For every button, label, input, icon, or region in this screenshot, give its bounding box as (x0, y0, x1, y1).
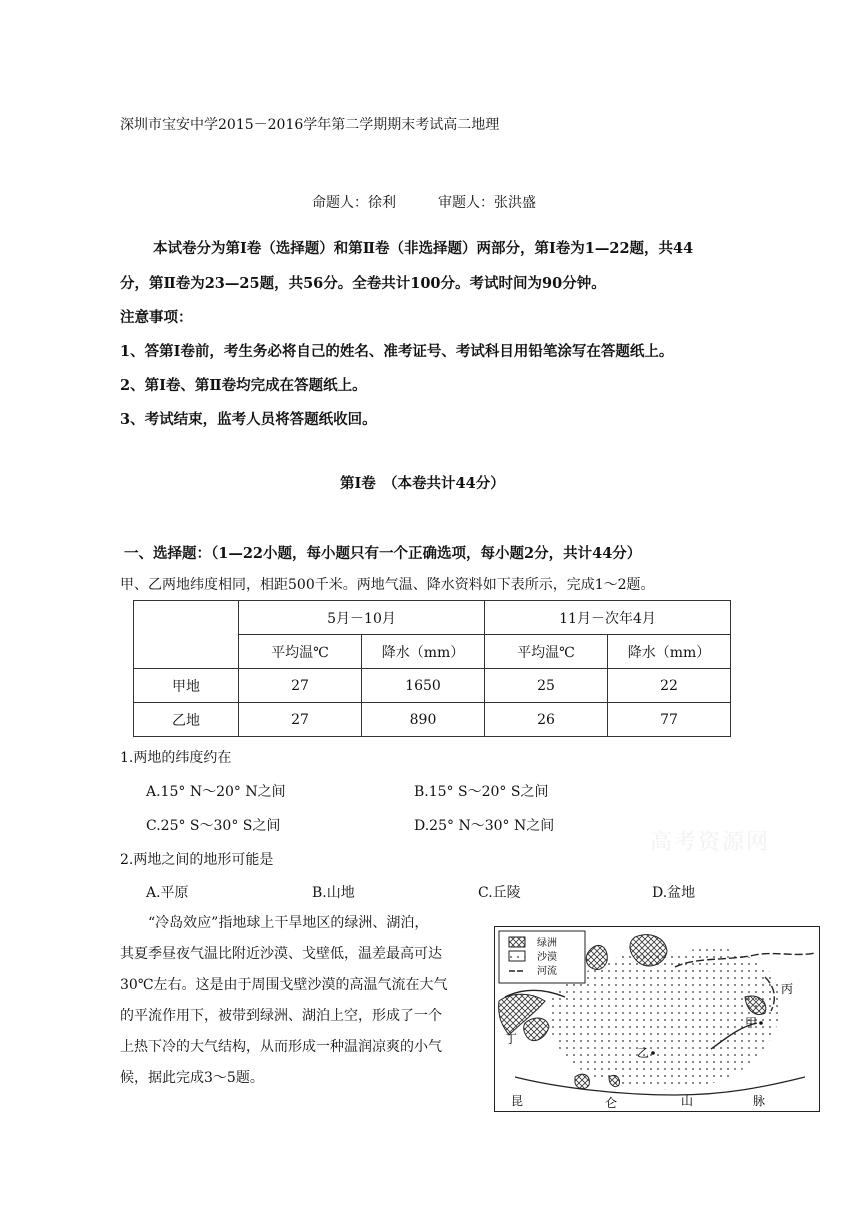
table-period-2: 11月－次年4月 (485, 601, 731, 635)
table-cell: 1650 (362, 669, 485, 703)
place-label: 甲 (745, 1016, 758, 1030)
range-label: 山 (681, 1094, 694, 1108)
table-cell: 22 (608, 669, 731, 703)
part-heading: 一、选择题：（1—22小题，每小题只有一个正确选项，每小题2分，共计44分） (124, 545, 642, 562)
passage-line: 30℃左右。这是由于周围戈壁沙漠的高温气流在大气 (120, 977, 448, 993)
note-2: 2、第Ⅰ卷、第Ⅱ卷均完成在答题纸上。 (120, 377, 367, 394)
table-cell: 77 (608, 703, 731, 737)
table-subheader: 平均温℃ (239, 635, 362, 669)
oasis-patch (575, 1074, 589, 1088)
oasis-map (494, 926, 820, 1112)
q2-option-b: B.山地 (312, 885, 355, 901)
place-label: 丙 (781, 982, 794, 996)
table-cell: 25 (485, 669, 608, 703)
q1-stem: 1.两地的纬度约在 (120, 750, 232, 766)
table-subheader: 平均温℃ (485, 635, 608, 669)
range-label: 昆 (511, 1094, 524, 1108)
range-label: 脉 (753, 1094, 766, 1108)
table-subheader: 降水（mm） (608, 635, 731, 669)
notes-heading: 注意事项： (120, 309, 193, 326)
table-cell-name: 乙地 (134, 703, 239, 737)
q2-option-d: D.盆地 (652, 885, 696, 901)
place-dot (651, 1051, 655, 1055)
table-cell: 27 (239, 669, 362, 703)
map-graphic (495, 927, 819, 1111)
authors-line: 命题人：徐利 审题人：张洪盛 (312, 195, 536, 211)
range-label: 仑 (605, 1096, 618, 1110)
table-cell-name: 甲地 (134, 669, 239, 703)
intro-line-2: 分，第Ⅱ卷为23—25题，共56分。全卷共计100分。考试时间为90分钟。 (120, 275, 606, 292)
climate-table (133, 600, 731, 737)
oasis-patch (586, 945, 607, 969)
q1-option-d: D.25° N～30° N之间 (414, 818, 555, 834)
q2-option-c: C.丘陵 (478, 885, 521, 901)
table-row (134, 669, 731, 703)
legend-label: 沙漠 (537, 952, 557, 963)
oasis-patch (524, 1018, 549, 1041)
passage-line: 上热下冷的大气结构，从而形成一种温润凉爽的小气 (120, 1039, 442, 1055)
table-cell: 27 (239, 703, 362, 737)
section-title: 第Ⅰ卷 （本卷共计44分） (340, 475, 505, 492)
note-1: 1、答第Ⅰ卷前，考生务必将自己的姓名、准考证号、考试科目用铅笔涂写在答题纸上。 (120, 343, 674, 360)
table-subheader: 降水（mm） (362, 635, 485, 669)
place-dot (759, 1021, 763, 1025)
legend-label: 绿洲 (537, 938, 557, 949)
passage-line: “冷岛效应”指地球上干旱地区的绿洲、湖泊， (148, 915, 429, 931)
doc-title: 深圳市宝安中学2015－2016学年第二学期期末考试高二地理 (120, 117, 500, 133)
q1-option-c: C.25° S～30° S之间 (146, 818, 281, 834)
note-3: 3、考试结束，监考人员将答题纸收回。 (120, 411, 377, 428)
oasis-patch (609, 1075, 619, 1086)
q2-option-a: A.平原 (146, 885, 189, 901)
legend-desert-swatch (509, 951, 525, 961)
passage-line: 其夏季昼夜气温比附近沙漠、戈壁低，温差最高可达 (120, 946, 442, 962)
question-intro: 甲、乙两地纬度相同，相距500千米。两地气温、降水资料如下表所示，完成1～2题。 (120, 577, 655, 593)
legend-oasis-swatch (509, 937, 525, 947)
passage-line: 候，据此完成3～5题。 (120, 1070, 264, 1086)
watermark: 高考资源网 (650, 830, 771, 855)
table-row (134, 703, 731, 737)
intro-line-1: 本试卷分为第Ⅰ卷（选择题）和第Ⅱ卷（非选择题）两部分，第Ⅰ卷为1—22题，共44 (153, 240, 694, 257)
table-cell: 26 (485, 703, 608, 737)
place-label: 丁 (505, 1032, 518, 1046)
passage (120, 908, 468, 1094)
table-period-1: 5月－10月 (239, 601, 485, 635)
legend-label: 河流 (537, 966, 557, 977)
q1-option-b: B.15° S～20° S之间 (414, 784, 549, 800)
table-corner (134, 601, 239, 669)
place-label: 乙 (637, 1046, 650, 1060)
q2-stem: 2.两地之间的地形可能是 (120, 852, 274, 868)
table-cell: 890 (362, 703, 485, 737)
passage-line: 的平流作用下，被带到绿洲、湖泊上空，形成了一个 (120, 1008, 442, 1024)
q1-option-a: A.15° N～20° N之间 (146, 784, 286, 800)
